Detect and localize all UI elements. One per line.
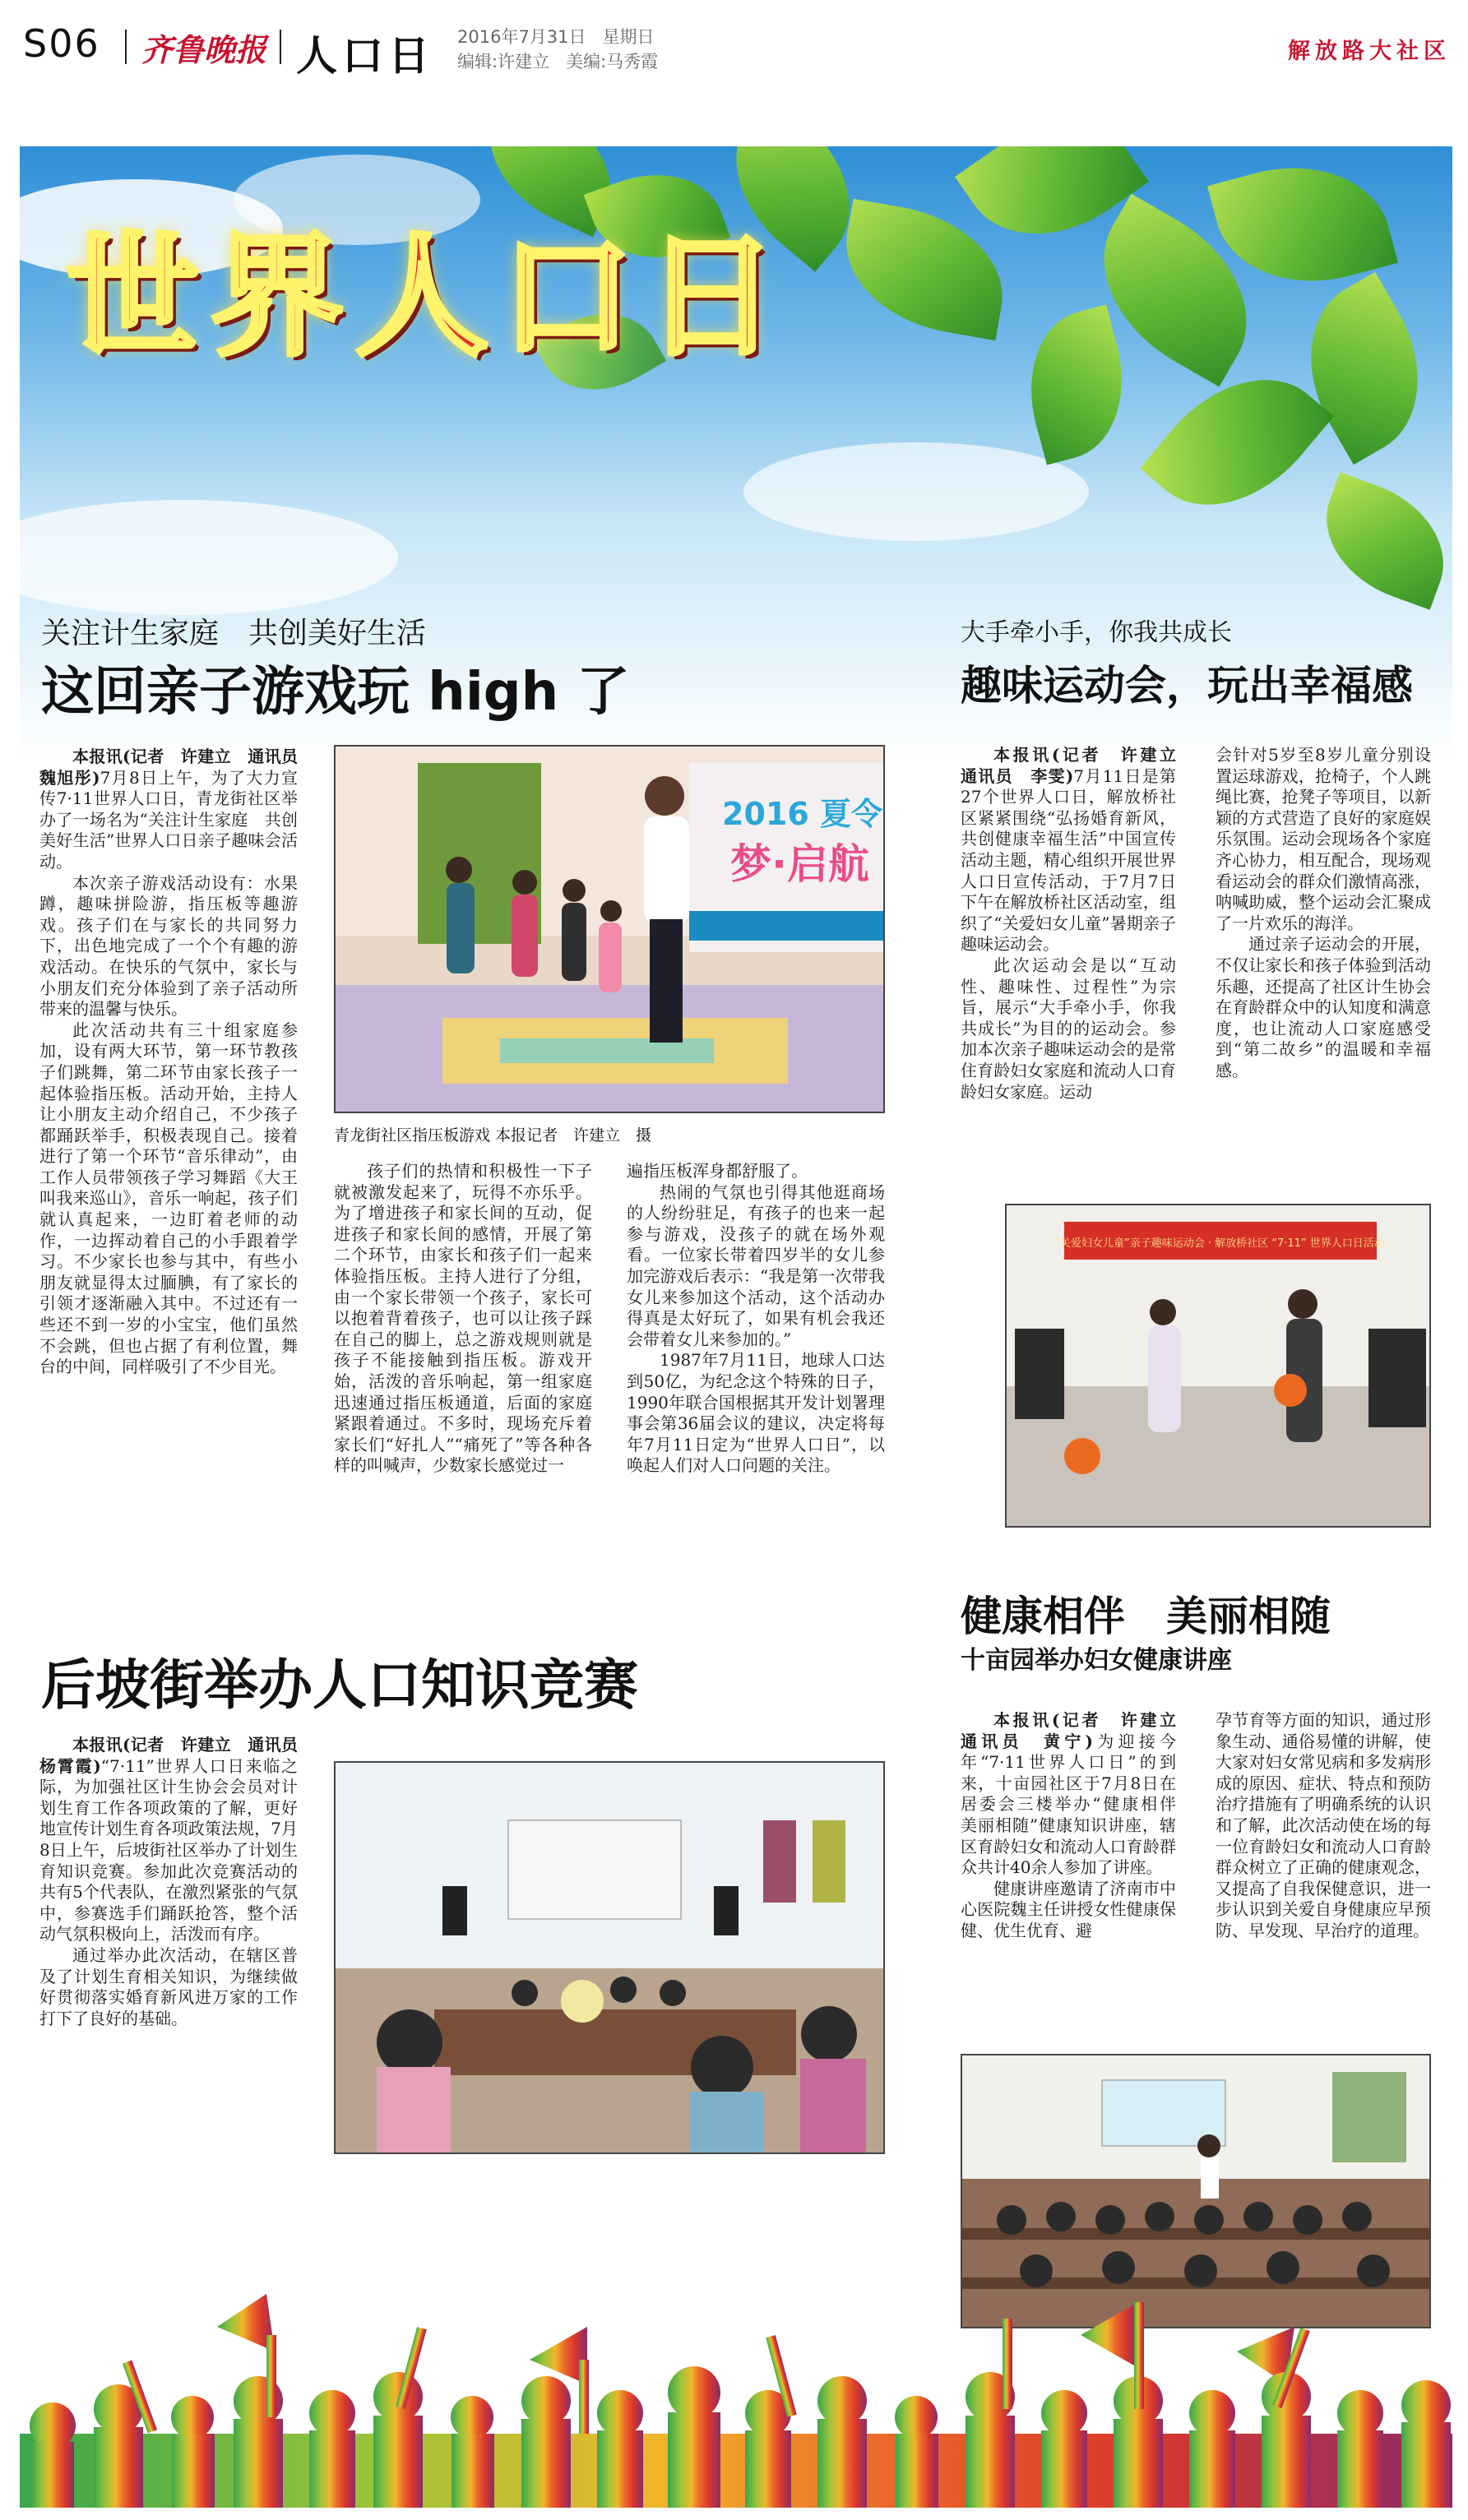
article2-paragraph: 会针对5岁至8岁儿童分别设置运球游戏，抢椅子，个人跳绳比赛，抢凳子等项目，以新颖的方式营造了良好的家庭娱乐氛围。运动会现场各个家庭齐心协力，相互配合，现场观看运动会的群众们激情高涨，呐喊助威，整个运动会汇聚成了一片欢乐的海洋。 (1216, 745, 1431, 933)
leaf-decoration (833, 199, 1015, 341)
article4-column-2 (1216, 1710, 1431, 1942)
photo-banner-text: “关爱妇女儿童”亲子趣味运动会 · 解放桥社区 “7·11” 世界人口日活动 (1054, 1237, 1385, 1250)
article2-byline: 本报讯(记者 许建立 通讯员 李雯) (961, 745, 1192, 786)
masthead-divider (125, 30, 127, 64)
crowd-illustration (20, 2236, 1452, 2508)
photo-illustration (336, 747, 885, 1113)
article1-paragraph: 7月8日上午，为了大力宣传7·11世界人口日，青龙街社区举办了一场名为“关注计生家庭 共创美好生活”世界人口日亲子趣味会活动。 (39, 767, 299, 872)
photo-knowledge-contest (334, 1761, 885, 2154)
section-title: 人口日 (296, 32, 434, 80)
article1-column-2 (334, 1161, 592, 1477)
article2-paragraph: 通过亲子运动会的开展，不仅让家长和孩子体验到活动乐趣，还提高了社区计生协会在育龄群众中的认知度和满意度，也让流动人口家庭感受到“第二故乡”的温暖和幸福感。 (1216, 934, 1431, 1080)
issue-weekday: 星期日 (602, 27, 655, 47)
photo-banner-text: 2016 夏令 (722, 796, 882, 832)
article4-headline: 健康相伴 美丽相随 (961, 1593, 1331, 1640)
article3-column (39, 1735, 314, 2029)
photo-caption: 青龙街社区指压板游戏 本报记者 许建立 摄 (334, 1126, 652, 1144)
article1-column-3 (627, 1161, 885, 1477)
article2-headline: 趣味运动会，玩出幸福感 (961, 662, 1413, 710)
article1-paragraph: 遍指压板浑身都舒服了。 (627, 1161, 808, 1181)
cloud-decoration (743, 442, 1089, 541)
hero-title: 世界人口日 (66, 220, 790, 375)
cloud-decoration (20, 500, 398, 615)
photo-illustration (336, 1763, 885, 2154)
column-name: 解放路大社区 (1288, 39, 1451, 64)
leaf-decoration (1306, 472, 1452, 609)
photo-finger-board-game (334, 745, 885, 1113)
article4-subhead: 十亩园举办妇女健康讲座 (961, 1646, 1232, 1675)
leaf-decoration (1140, 342, 1334, 542)
photo-illustration (1007, 1205, 1431, 1528)
article4-column-1 (961, 1710, 1192, 1942)
issue-info (457, 25, 674, 74)
article1-paragraph: 本次亲子游戏活动设有：水果蹲，趣味拼险游，指压板等趣游戏。孩子们在与家长的共同努力下，出色地完成了一个个有趣的游戏活动。在快乐的气氛中，家长与小朋友们充分体验到了亲子活动所带来的温馨与快乐。 (39, 872, 298, 1020)
article1-byline: 本报讯(记者 许建立 通讯员 魏旭彤) (39, 747, 314, 788)
article1-kicker: 关注计生家庭 共创美好生活 (41, 617, 427, 650)
article1-paragraph: 1987年7月11日，地球人口达到50亿，为纪念这个特殊的日子，1990年联合国根据其开发计划署理事会第36届会议的建议，决定将每年7月11日定为“世界人口日”，以唤起人们对人口问题的关注。 (627, 1350, 885, 1476)
article1-column-1 (39, 747, 314, 1378)
article3-paragraph: 通过举办此次活动，在辖区普及了计划生育相关知识，为继续做好贯彻落实婚育新风进万家的工作打下了良好的基础。 (39, 1944, 298, 2028)
photo-sports-meeting (1005, 1204, 1431, 1528)
article4-byline: 本报讯(记者 许建立 通讯员 黄宁) (961, 1710, 1192, 1751)
masthead-divider (280, 30, 281, 64)
issue-date: 2016年7月31日 (457, 27, 586, 47)
article2-paragraph: 7月11日是第27个世界人口日，解放桥社区紧紧围绕“弘扬婚育新风，共创健康幸福生活”中国宣传活动主题，精心组织开展世界人口日宣传活动，于7月7日下午在解放桥社区活动室，组织了“关爱妇女儿童”暑期亲子趣味运动会。 (961, 765, 1176, 955)
masthead (20, 15, 1451, 80)
article1-paragraph: 热闹的气氛也引得其他逛商场的人纷纷驻足，有孩子的也来一起参与游戏，没孩子的就在场外观看。一位家长带着四岁半的女儿参加完游戏后表示：“我是第一次带我女儿来参加这个活动，这个活动办得真是太好玩了，如果有机会我还会带着女儿来参加的。” (627, 1181, 885, 1349)
article4-paragraph: 健康讲座邀请了济南市中心医院魏主任讲授女性健康保健、优生优育、避 (961, 1878, 1176, 1940)
article1-headline: 这回亲子游戏玩 high 了 (41, 662, 630, 723)
article2-paragraph: 此次运动会是以“互动性、趣味性、过程性”为宗旨，展示“大手牵小手，你我共成长”为目的的运动会。参加本次亲子趣味运动会的是常住育龄妇女家庭和流动人口育龄妇女家庭。运动 (961, 955, 1176, 1102)
page-number: S06 (23, 21, 100, 66)
editor-credit: 编辑:许建立 (457, 52, 550, 72)
article2-kicker: 大手牵小手，你我共成长 (961, 618, 1232, 647)
crowd-silhouette-banner (20, 2236, 1452, 2508)
photo-banner-text: 梦·启航 (730, 840, 869, 888)
article4-paragraph: 为迎接今年“7·11世界人口日”的到来，十亩园社区于7月8日在居委会三楼举办“健康相伴 美丽相随”健康知识讲座，辖区育龄妇女和流动人口育龄群众共计40余人参加了讲座。 (961, 1731, 1192, 1878)
article3-headline: 后坡街举办人口知识竞赛 (41, 1653, 638, 1717)
article1-paragraph: 此次活动共有三十组家庭参加，设有两大环节，第一环节教孩子们跳舞，第二环节由家长孩子一起体验指压板。活动开始，主持人让小朋友主动介绍自己，不少孩子都踊跃举手，积极表现自己。接着进行了第一个环节“音乐律动”，由工作人员带领孩子学习舞蹈《大王叫我来巡山》，音乐一响起，孩子们就认真起来，一边盯着老师的动作，一边挥动着自己的小手跟着学习。不少家长也参与其中，有些小朋友就显得太过腼腆，有了家长的引领才逐渐融入其中。不过还有一些还不到一岁的小宝宝，他们虽然不会跳，但也占据了有利位置，舞台的中间，同样吸引了不少目光。 (39, 1020, 298, 1377)
leaf-decoration (1011, 304, 1142, 465)
article3-byline: 本报讯(记者 许建立 通讯员 杨霄霞) (39, 1735, 314, 1776)
newspaper-logo: 齐鲁晚报 (141, 31, 267, 68)
article4-paragraph: 孕节育等方面的知识，通过形象生动、通俗易懂的讲解，使大家对妇女常见病和多发病形成的原因、症状、特点和预防治疗措施有了明确系统的认识和了解，此次活动使在场的每一位育龄妇女和流动人口育龄群众树立了正确的健康观念，又提高了自我保健意识，进一步认识到关爱自身健康应早预防、早发现、早治疗的道理。 (1216, 1710, 1431, 1940)
art-editor-credit: 美编:马秀霞 (566, 52, 659, 72)
article1-paragraph: 孩子们的热情和积极性一下子就被激发起来了，玩得不亦乐乎。为了增进孩子和家长间的互动，促进孩子和家长间的感情，开展了第二个环节，由家长和孩子们一起来体验指压板。主持人进行了分组，由一个家长带领一个孩子，家长可以抱着背着孩子，也可以让孩子踩在自己的脚上，总之游戏规则就是孩子不能接触到指压板。游戏开始，活泼的音乐响起，第一组家庭迅速通过指压板通道，后面的家庭紧跟着通过。不多时，现场充斥着家长们“好扎人”“痛死了”等各种各样的叫喊声，少数家长感觉过一 (334, 1161, 592, 1476)
article3-paragraph: “7·11”世界人口日来临之际，为加强社区计生协会会员对计划生育工作各项政策的了解，更好地宣传计划生育各项政策法规，7月8日上午，后坡街社区举办了计划生育知识竞赛。参加此次竞赛活动的共有5个代表队，在激烈紧张的气氛中，参赛选手们踊跃抢答，整个活动气氛积极向上，活泼而有序。 (39, 1755, 298, 1944)
article2-column-2 (1216, 745, 1431, 1082)
article2-column-1 (961, 745, 1192, 1103)
